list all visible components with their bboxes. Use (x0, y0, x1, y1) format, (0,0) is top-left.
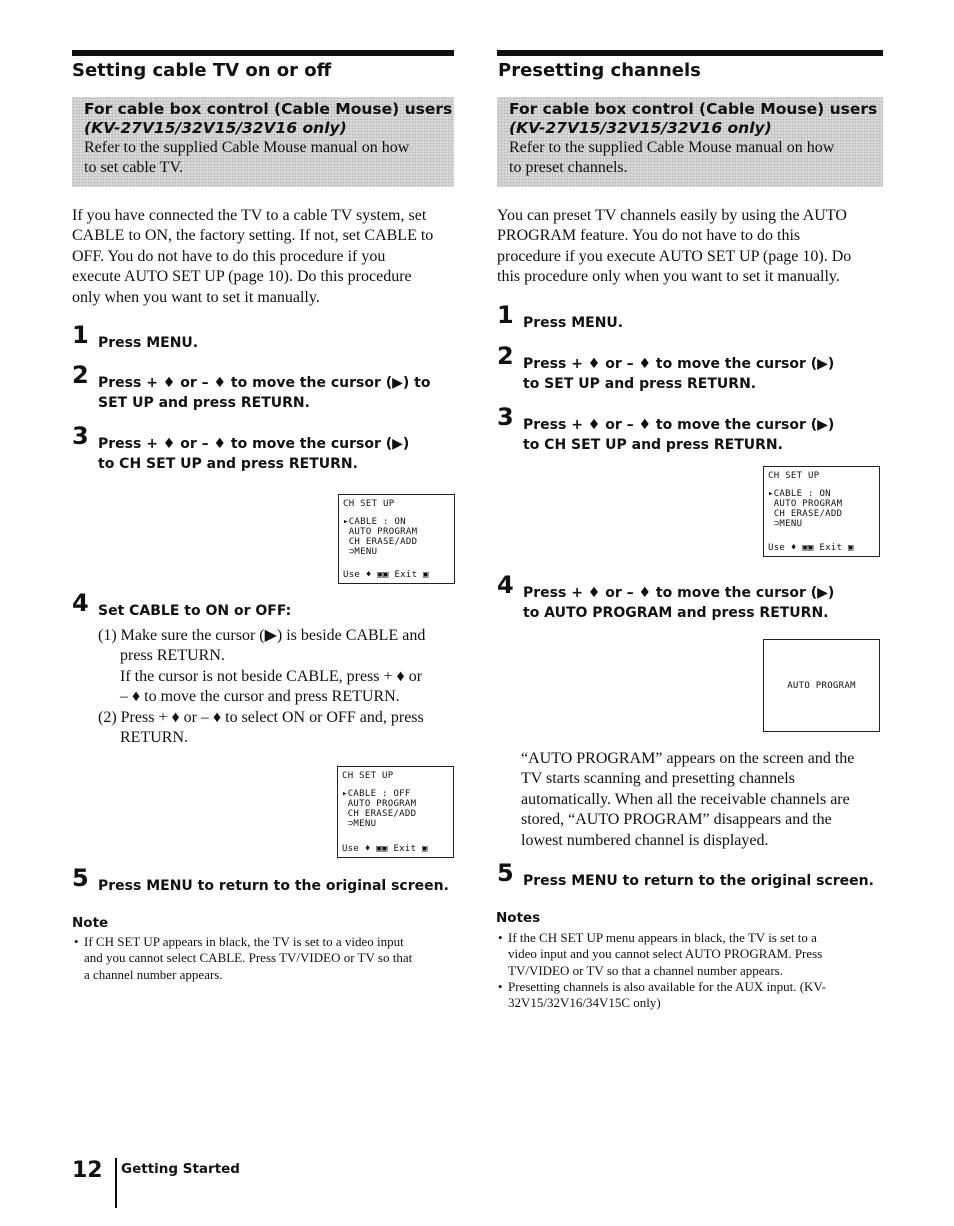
step-text: Press MENU to return to the original screen. (98, 878, 449, 894)
screen-item: AUTO PROGRAM (343, 527, 418, 537)
step-text: to CH SET UP and press RETURN. (523, 437, 783, 453)
step-number: 1 (72, 321, 89, 349)
substep-line: press RETURN. (120, 647, 225, 665)
bullet: • (498, 930, 503, 945)
step-text: to AUTO PROGRAM and press RETURN. (523, 605, 829, 621)
step-number: 4 (72, 589, 89, 617)
note-line: a channel number appears. (84, 966, 223, 982)
screen-item: ⊃MENU (342, 819, 377, 829)
left-section-rule (72, 50, 454, 56)
screen-item: ▸CABLE : ON (768, 489, 831, 499)
note-line: If the CH SET UP menu appears in black, the TV is set to a (508, 930, 817, 945)
screen-item: AUTO PROGRAM (342, 799, 417, 809)
step-text: SET UP and press RETURN. (98, 395, 310, 411)
screen-item: ▸CABLE : ON (343, 517, 406, 527)
screen-item: AUTO PROGRAM (768, 499, 843, 509)
right-after-text (521, 749, 887, 851)
bullet: • (74, 934, 79, 949)
substep-line: – ♦ to move the cursor and press RETURN. (120, 688, 400, 706)
left-screen-cable-on (338, 494, 455, 584)
right-step-3 (497, 403, 887, 455)
substep-line: RETURN. (120, 729, 188, 747)
right-section-rule (497, 50, 883, 56)
left-note-1 (74, 934, 454, 983)
right-box-line1: Refer to the supplied Cable Mouse manual on how (509, 139, 835, 156)
screen-footer: Use ♦ ▣▣ Exit ▣ (343, 570, 429, 580)
right-step-5 (497, 859, 897, 891)
intro-line: OFF. You do not have to do this procedure if you (72, 247, 386, 265)
right-screen-auto-program (763, 639, 880, 732)
screen-item: ▸CABLE : OFF (342, 789, 411, 799)
note-line: TV/VIDEO or TV so that a channel number appears. (508, 962, 783, 978)
intro-line: execute AUTO SET UP (page 10). Do this procedure (72, 268, 412, 286)
right-step-4 (497, 571, 887, 623)
after-line: lowest numbered channel is displayed. (521, 831, 769, 849)
step-text: Press + ♦ or – ♦ to move the cursor (▶) (523, 356, 835, 372)
intro-line: If you have connected the TV to a cable TV system, set (72, 207, 427, 224)
after-line: automatically. When all the receivable channels are (521, 790, 850, 808)
left-box-heading: For cable box control (Cable Mouse) users (84, 100, 453, 118)
step-text: Press + ♦ or – ♦ to move the cursor (▶) to (98, 375, 431, 391)
step-text: Press MENU to return to the original screen. (523, 873, 874, 889)
step-text: Set CABLE to ON or OFF: (98, 603, 292, 619)
right-intro (497, 206, 887, 288)
step-number: 5 (72, 864, 89, 892)
right-cable-mouse-box (497, 97, 883, 187)
substep-line: (1) Make sure the cursor (▶) is beside CABLE and (98, 627, 426, 644)
note-line: 32V15/32V16/34V15C only) (508, 995, 661, 1011)
after-line: stored, “AUTO PROGRAM” disappears and the (521, 811, 832, 829)
left-box-model: (KV-27V15/32V15/32V16 only) (84, 119, 347, 137)
step-text: to CH SET UP and press RETURN. (98, 456, 358, 472)
left-intro (72, 206, 454, 308)
screen-item: ⊃MENU (343, 547, 378, 557)
left-step-1 (72, 321, 454, 353)
left-screen-cable-off (337, 766, 454, 858)
after-line: TV starts scanning and presetting channels (521, 770, 795, 788)
screen-text: AUTO PROGRAM (787, 680, 856, 691)
intro-line: only when you want to set it manually. (72, 288, 320, 306)
step-text: Press + ♦ or – ♦ to move the cursor (▶) (523, 585, 835, 601)
left-substep-1 (98, 626, 458, 748)
left-step-2 (72, 361, 454, 413)
step-text: to SET UP and press RETURN. (523, 376, 757, 392)
right-step-2 (497, 342, 887, 394)
step-number: 5 (497, 859, 514, 887)
left-section-title: Setting cable TV on or off (72, 60, 332, 81)
screen-item: CH ERASE/ADD (342, 809, 417, 819)
note-line: If CH SET UP appears in black, the TV is set to a video input (84, 934, 404, 949)
after-line: “AUTO PROGRAM” appears on the screen and the (521, 750, 855, 767)
left-box-line1: Refer to the supplied Cable Mouse manual on how (84, 139, 410, 156)
step-text: Press + ♦ or – ♦ to move the cursor (▶) (523, 417, 835, 433)
footer-section-label: Getting Started (121, 1161, 240, 1177)
right-box-line2: to preset channels. (509, 159, 628, 176)
screen-footer: Use ♦ ▣▣ Exit ▣ (342, 844, 428, 854)
step-number: 3 (497, 403, 514, 431)
step-text: Press MENU. (98, 335, 199, 351)
right-screen-ch-setup (763, 466, 880, 557)
screen-item: CH ERASE/ADD (343, 537, 418, 547)
screen-item: CH ERASE/ADD (768, 509, 843, 519)
footer-divider (115, 1158, 117, 1208)
substep-line: (2) Press + ♦ or – ♦ to select ON or OFF and, press (98, 708, 424, 726)
step-number: 1 (497, 301, 514, 329)
intro-line: this procedure only when you want to set it manually. (497, 268, 840, 286)
step-number: 2 (72, 361, 89, 389)
note-line: video input and you cannot select AUTO PROGRAM. Press (508, 946, 823, 962)
step-number: 2 (497, 342, 514, 370)
intro-line: CABLE to ON, the factory setting. If not, set CABLE to (72, 227, 434, 245)
note-line: and you cannot select CABLE. Press TV/VIDEO or TV so that (84, 950, 413, 966)
right-box-model: (KV-27V15/32V15/32V16 only) (509, 119, 772, 137)
screen-item: ⊃MENU (768, 519, 803, 529)
right-section-title: Presetting channels (498, 60, 701, 81)
left-box-line2: to set cable TV. (84, 159, 183, 176)
bullet: • (498, 979, 503, 994)
left-step-3 (72, 422, 454, 474)
substep-line: If the cursor is not beside CABLE, press + ♦ or (120, 667, 423, 685)
screen-title: CH SET UP (768, 471, 820, 481)
right-note-title: Notes (496, 910, 541, 926)
screen-title: CH SET UP (342, 771, 394, 781)
step-text: Press MENU. (523, 315, 624, 331)
intro-line: procedure if you execute AUTO SET UP (page 10). Do (497, 247, 852, 265)
right-note-1 (498, 930, 888, 979)
right-box-heading: For cable box control (Cable Mouse) users (509, 100, 878, 118)
right-step-1 (497, 301, 887, 333)
screen-footer: Use ♦ ▣▣ Exit ▣ (768, 543, 854, 553)
step-number: 3 (72, 422, 89, 450)
page-number: 12 (72, 1158, 103, 1183)
left-cable-mouse-box (72, 97, 454, 187)
step-text: Press + ♦ or – ♦ to move the cursor (▶) (98, 436, 410, 452)
step-number: 4 (497, 571, 514, 599)
left-step-5 (72, 864, 467, 896)
screen-title: CH SET UP (343, 499, 395, 509)
intro-line: You can preset TV channels easily by using the AUTO (497, 207, 847, 224)
intro-line: PROGRAM feature. You do not have to do this (497, 227, 801, 245)
note-line: Presetting channels is also available for the AUX input. (KV- (508, 979, 826, 994)
left-note-title: Note (72, 915, 109, 931)
left-step-4 (72, 589, 454, 621)
right-note-2 (498, 979, 888, 1012)
